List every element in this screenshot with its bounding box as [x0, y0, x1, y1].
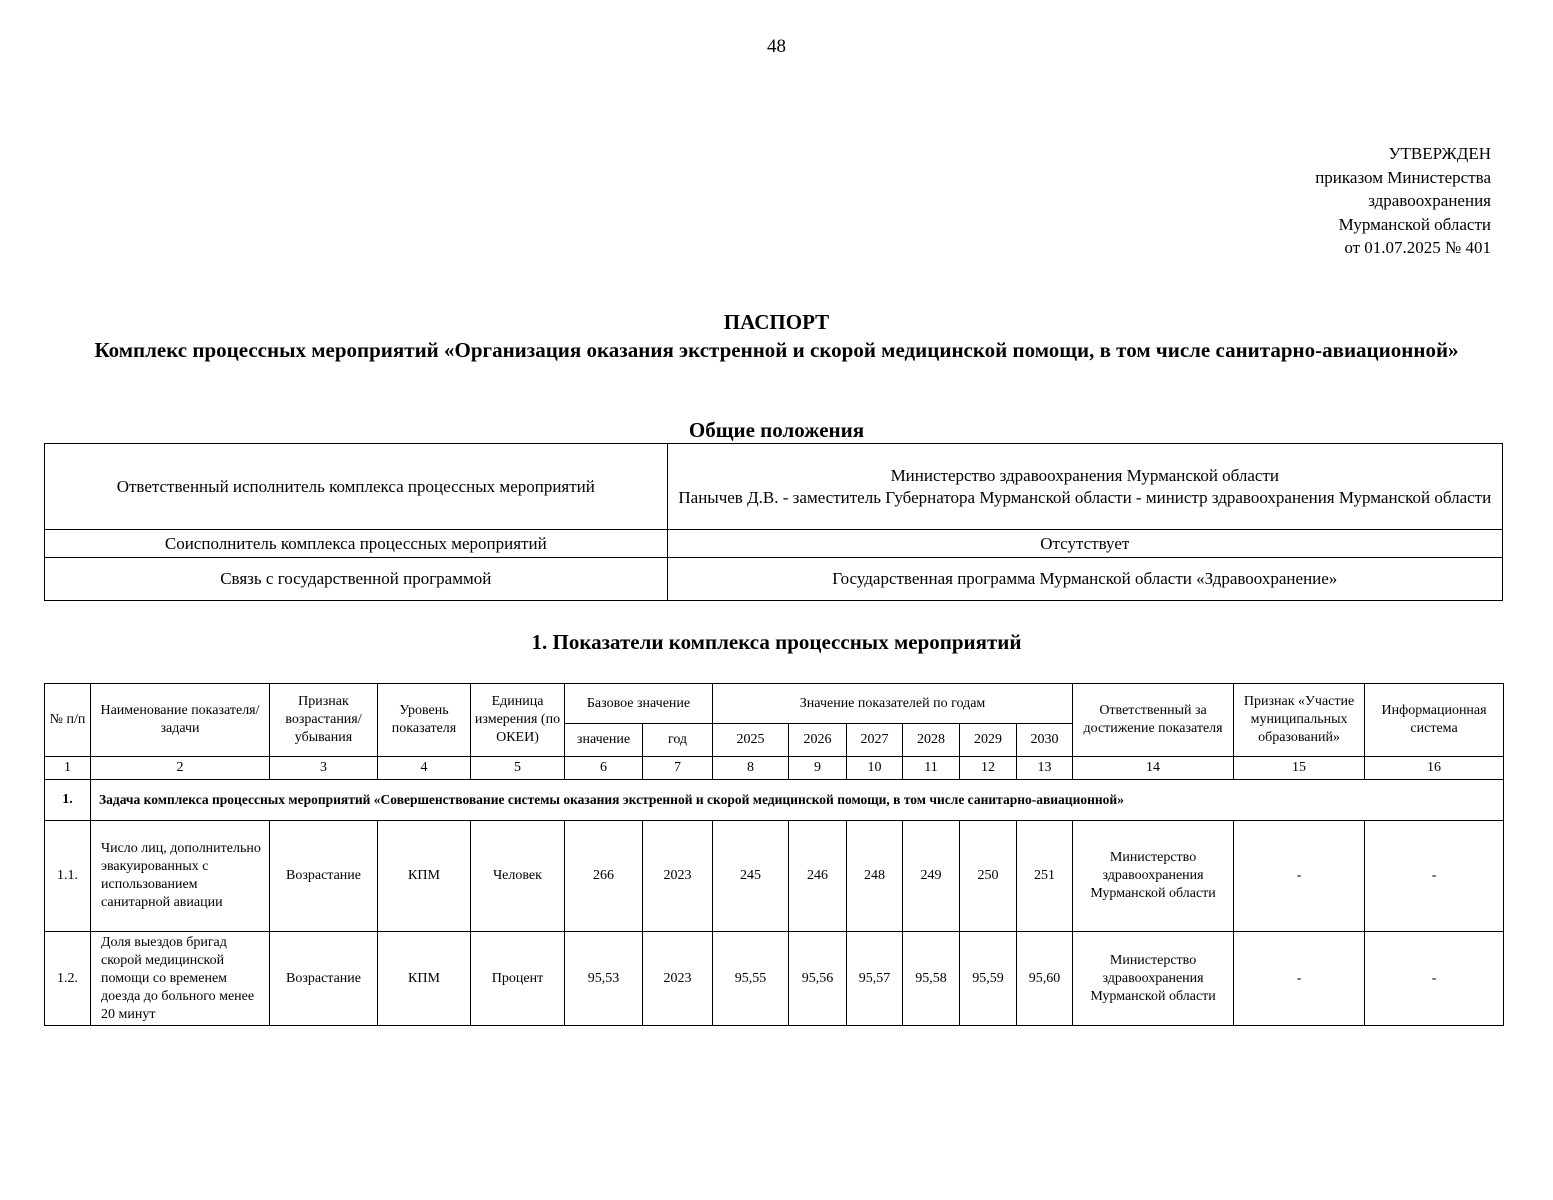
- header-municipal: Признак «Участие муниципальных образований»: [1234, 684, 1365, 757]
- row-responsible: Министерство здравоохранения Мурманской области: [1073, 821, 1234, 932]
- column-number: 15: [1234, 757, 1365, 780]
- column-number: 3: [270, 757, 378, 780]
- header-responsible: Ответственный за достижение показателя: [1073, 684, 1234, 757]
- approval-line: УТВЕРЖДЕН: [1388, 144, 1491, 163]
- row-level: КПМ: [378, 821, 471, 932]
- column-number: 4: [378, 757, 471, 780]
- row-info-system: -: [1365, 932, 1504, 1026]
- row-label: Соисполнитель комплекса процессных мероприятий: [45, 530, 668, 558]
- row-year-value: 249: [903, 821, 960, 932]
- table-row: [45, 530, 1503, 558]
- approval-line: здравоохранения: [1368, 191, 1491, 210]
- row-label: Связь с государственной программой: [45, 558, 668, 601]
- header-year: 2026: [789, 724, 847, 757]
- table-row: [45, 932, 1504, 1026]
- table-row: [45, 821, 1504, 932]
- column-number: 9: [789, 757, 847, 780]
- row-year-value: 250: [960, 821, 1017, 932]
- indicators-table: [44, 683, 1504, 1026]
- value-line: Панычев Д.В. - заместитель Губернатора Мурманской области - министр здравоохранения Мурманской области: [678, 487, 1492, 507]
- column-number-row: [45, 757, 1504, 780]
- row-level: КПМ: [378, 932, 471, 1026]
- row-value: Отсутствует: [667, 530, 1502, 558]
- header-row: [45, 684, 1504, 724]
- column-number: 8: [713, 757, 789, 780]
- row-base-year: 2023: [643, 821, 713, 932]
- header-years-group: Значение показателей по годам: [713, 684, 1073, 724]
- header-year: 2030: [1017, 724, 1073, 757]
- header-year: 2025: [713, 724, 789, 757]
- document-subtitle: Комплекс процессных мероприятий «Организация оказания экстренной и скорой медицинской помощи, в том числе санитарно-авиационной»: [94, 338, 1459, 362]
- row-municipal: -: [1234, 932, 1365, 1026]
- row-year-value: 246: [789, 821, 847, 932]
- row-unit: Человек: [471, 821, 565, 932]
- header-name: Наименование показателя/задачи: [91, 684, 270, 757]
- row-label: Ответственный исполнитель комплекса процессных мероприятий: [45, 444, 668, 530]
- approval-line: приказом Министерства: [1315, 167, 1491, 187]
- table-row: [45, 558, 1503, 601]
- row-num: 1.2.: [45, 932, 91, 1026]
- row-year-value: 248: [847, 821, 903, 932]
- header-num: № п/п: [45, 684, 91, 757]
- approval-line: Мурманской области: [1338, 214, 1491, 234]
- header-trend: Признак возрастания/ убывания: [270, 684, 378, 757]
- column-number: 12: [960, 757, 1017, 780]
- general-provisions-table: [44, 443, 1503, 601]
- header-level: Уровень показателя: [378, 684, 471, 757]
- column-number: 6: [565, 757, 643, 780]
- column-number: 5: [471, 757, 565, 780]
- row-year-value: 245: [713, 821, 789, 932]
- section-heading: 1. Показатели комплекса процессных мероприятий: [531, 630, 1022, 654]
- header-base: Базовое значение: [565, 684, 713, 724]
- row-name: Доля выездов бригад скорой медицинской помощи со временем доезда до больного менее 20 минут: [91, 932, 270, 1026]
- row-value: [667, 444, 1502, 530]
- column-number: 2: [91, 757, 270, 780]
- row-value: Государственная программа Мурманской области «Здравоохранение»: [667, 558, 1502, 601]
- row-year-value: 95,56: [789, 932, 847, 1026]
- row-municipal: -: [1234, 821, 1365, 932]
- row-info-system: -: [1365, 821, 1504, 932]
- row-year-value: 251: [1017, 821, 1073, 932]
- header-year: 2029: [960, 724, 1017, 757]
- general-provisions-heading: Общие положения: [688, 418, 865, 442]
- column-number: 1: [45, 757, 91, 780]
- task-text: Задача комплекса процессных мероприятий «Совершенствование системы оказания экстренной и скорой медицинской помощи, в том числе санитарно-авиационной»: [91, 780, 1504, 821]
- task-row: [45, 780, 1504, 821]
- row-name: Число лиц, дополнительно эвакуированных с использованием санитарной авиации: [91, 821, 270, 932]
- column-number: 11: [903, 757, 960, 780]
- page-number: 48: [767, 36, 786, 57]
- header-base-value: значение: [565, 724, 643, 757]
- row-num: 1.1.: [45, 821, 91, 932]
- row-base-value: 266: [565, 821, 643, 932]
- row-year-value: 95,55: [713, 932, 789, 1026]
- row-base-year: 2023: [643, 932, 713, 1026]
- row-year-value: 95,57: [847, 932, 903, 1026]
- column-number: 14: [1073, 757, 1234, 780]
- header-year: 2028: [903, 724, 960, 757]
- value-line: Министерство здравоохранения Мурманской области: [890, 465, 1280, 485]
- row-responsible: Министерство здравоохранения Мурманской области: [1073, 932, 1234, 1026]
- table-row: [45, 444, 1503, 530]
- row-year-value: 95,59: [960, 932, 1017, 1026]
- column-number: 7: [643, 757, 713, 780]
- approval-line: от 01.07.2025 № 401: [1344, 238, 1491, 257]
- header-base-year: год: [643, 724, 713, 757]
- column-number: 13: [1017, 757, 1073, 780]
- header-year: 2027: [847, 724, 903, 757]
- row-trend: Возрастание: [270, 821, 378, 932]
- document-title: ПАСПОРТ: [723, 310, 830, 334]
- header-info-system: Информационная система: [1365, 684, 1504, 757]
- task-number: 1.: [45, 780, 91, 821]
- row-trend: Возрастание: [270, 932, 378, 1026]
- column-number: 10: [847, 757, 903, 780]
- row-base-value: 95,53: [565, 932, 643, 1026]
- row-year-value: 95,60: [1017, 932, 1073, 1026]
- row-year-value: 95,58: [903, 932, 960, 1026]
- approval-stamp: [1315, 142, 1491, 260]
- row-unit: Процент: [471, 932, 565, 1026]
- column-number: 16: [1365, 757, 1504, 780]
- header-unit: Единица измерения (по ОКЕИ): [471, 684, 565, 757]
